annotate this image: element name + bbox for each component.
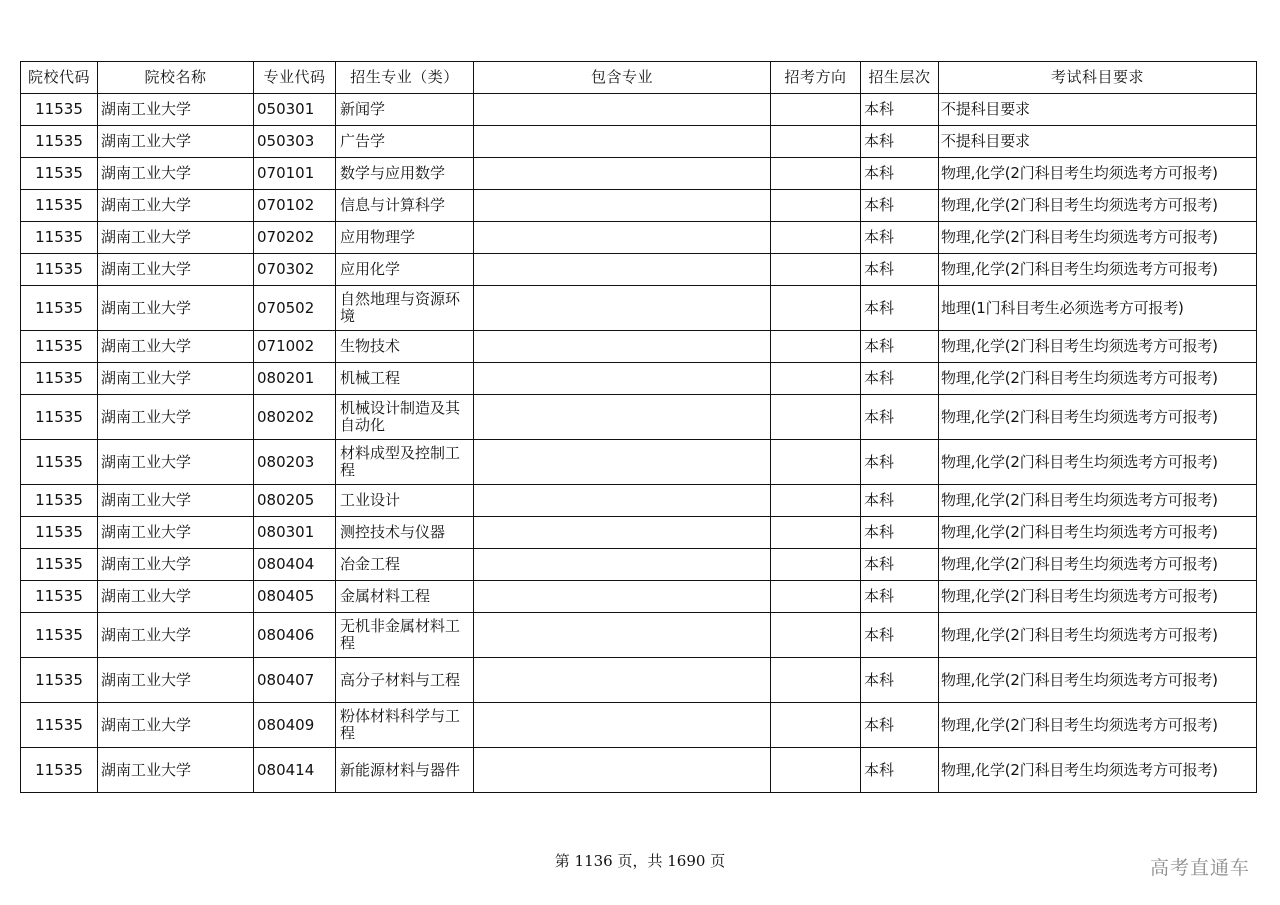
cell-direction <box>771 703 861 748</box>
table-row <box>21 485 1257 517</box>
cell-level: 本科 <box>861 254 939 286</box>
cell-level: 本科 <box>861 517 939 549</box>
cell-school-code: 11535 <box>21 286 98 331</box>
cell-major: 应用化学 <box>336 254 474 286</box>
cell-school-code: 11535 <box>21 395 98 440</box>
cell-school-code: 11535 <box>21 440 98 485</box>
cell-included-majors <box>474 222 771 254</box>
cell-major: 机械工程 <box>336 363 474 395</box>
cell-major: 高分子材料与工程 <box>336 658 474 703</box>
cell-major-code: 080301 <box>254 517 336 549</box>
cell-requirement: 物理,化学(2门科目考生均须选考方可报考) <box>939 485 1257 517</box>
cell-major-code: 080404 <box>254 549 336 581</box>
cell-included-majors <box>474 331 771 363</box>
cell-level: 本科 <box>861 190 939 222</box>
cell-major-code: 050303 <box>254 126 336 158</box>
cell-requirement: 物理,化学(2门科目考生均须选考方可报考) <box>939 331 1257 363</box>
cell-school-name: 湖南工业大学 <box>98 190 254 222</box>
cell-school-name: 湖南工业大学 <box>98 581 254 613</box>
cell-requirement: 物理,化学(2门科目考生均须选考方可报考) <box>939 517 1257 549</box>
cell-major-code: 080203 <box>254 440 336 485</box>
table-row <box>21 549 1257 581</box>
cell-direction <box>771 363 861 395</box>
cell-school-name: 湖南工业大学 <box>98 703 254 748</box>
cell-major-code: 080407 <box>254 658 336 703</box>
cell-school-code: 11535 <box>21 222 98 254</box>
cell-direction <box>771 748 861 793</box>
cell-major-code: 070202 <box>254 222 336 254</box>
cell-major-code: 080414 <box>254 748 336 793</box>
cell-school-code: 11535 <box>21 158 98 190</box>
cell-major: 工业设计 <box>336 485 474 517</box>
cell-school-name: 湖南工业大学 <box>98 222 254 254</box>
cell-major-code: 080201 <box>254 363 336 395</box>
cell-major: 新闻学 <box>336 94 474 126</box>
cell-level: 本科 <box>861 613 939 658</box>
table-row <box>21 581 1257 613</box>
table-row <box>21 703 1257 748</box>
cell-major: 自然地理与资源环境 <box>336 286 474 331</box>
cell-school-code: 11535 <box>21 94 98 126</box>
cell-direction <box>771 331 861 363</box>
cell-school-code: 11535 <box>21 485 98 517</box>
cell-included-majors <box>474 94 771 126</box>
table-row <box>21 190 1257 222</box>
cell-requirement: 物理,化学(2门科目考生均须选考方可报考) <box>939 748 1257 793</box>
cell-included-majors <box>474 549 771 581</box>
header-level: 招生层次 <box>861 62 939 94</box>
cell-included-majors <box>474 613 771 658</box>
cell-major-code: 080202 <box>254 395 336 440</box>
cell-direction <box>771 254 861 286</box>
cell-included-majors <box>474 703 771 748</box>
cell-level: 本科 <box>861 94 939 126</box>
cell-major: 测控技术与仪器 <box>336 517 474 549</box>
table-body <box>21 94 1257 793</box>
cell-direction <box>771 222 861 254</box>
cell-direction <box>771 517 861 549</box>
cell-major: 冶金工程 <box>336 549 474 581</box>
cell-included-majors <box>474 363 771 395</box>
header-major: 招生专业（类） <box>336 62 474 94</box>
cell-level: 本科 <box>861 395 939 440</box>
table-row <box>21 658 1257 703</box>
cell-major: 生物技术 <box>336 331 474 363</box>
cell-major: 粉体材料科学与工程 <box>336 703 474 748</box>
cell-school-name: 湖南工业大学 <box>98 748 254 793</box>
cell-school-name: 湖南工业大学 <box>98 440 254 485</box>
cell-direction <box>771 440 861 485</box>
cell-requirement: 物理,化学(2门科目考生均须选考方可报考) <box>939 440 1257 485</box>
table-row <box>21 440 1257 485</box>
cell-school-name: 湖南工业大学 <box>98 658 254 703</box>
cell-school-name: 湖南工业大学 <box>98 126 254 158</box>
table-row <box>21 517 1257 549</box>
table-row <box>21 395 1257 440</box>
cell-school-name: 湖南工业大学 <box>98 254 254 286</box>
cell-direction <box>771 658 861 703</box>
cell-major-code: 070302 <box>254 254 336 286</box>
cell-level: 本科 <box>861 440 939 485</box>
cell-requirement: 不提科目要求 <box>939 126 1257 158</box>
cell-included-majors <box>474 581 771 613</box>
header-requirement: 考试科目要求 <box>939 62 1257 94</box>
cell-major: 数学与应用数学 <box>336 158 474 190</box>
cell-school-code: 11535 <box>21 517 98 549</box>
cell-major: 金属材料工程 <box>336 581 474 613</box>
cell-included-majors <box>474 440 771 485</box>
cell-requirement: 物理,化学(2门科目考生均须选考方可报考) <box>939 222 1257 254</box>
cell-level: 本科 <box>861 485 939 517</box>
cell-direction <box>771 286 861 331</box>
cell-included-majors <box>474 517 771 549</box>
cell-requirement: 物理,化学(2门科目考生均须选考方可报考) <box>939 581 1257 613</box>
cell-direction <box>771 126 861 158</box>
cell-requirement: 地理(1门科目考生必须选考方可报考) <box>939 286 1257 331</box>
cell-major: 材料成型及控制工程 <box>336 440 474 485</box>
cell-major: 新能源材料与器件 <box>336 748 474 793</box>
cell-requirement: 物理,化学(2门科目考生均须选考方可报考) <box>939 549 1257 581</box>
cell-major-code: 050301 <box>254 94 336 126</box>
watermark: 高考直通车 <box>1149 857 1250 879</box>
table-row <box>21 331 1257 363</box>
cell-included-majors <box>474 158 771 190</box>
header-direction: 招考方向 <box>771 62 861 94</box>
cell-school-code: 11535 <box>21 658 98 703</box>
cell-direction <box>771 581 861 613</box>
cell-included-majors <box>474 286 771 331</box>
cell-included-majors <box>474 748 771 793</box>
cell-requirement: 物理,化学(2门科目考生均须选考方可报考) <box>939 254 1257 286</box>
header-school-name: 院校名称 <box>98 62 254 94</box>
cell-requirement: 物理,化学(2门科目考生均须选考方可报考) <box>939 190 1257 222</box>
cell-requirement: 不提科目要求 <box>939 94 1257 126</box>
cell-school-code: 11535 <box>21 549 98 581</box>
cell-requirement: 物理,化学(2门科目考生均须选考方可报考) <box>939 363 1257 395</box>
cell-level: 本科 <box>861 331 939 363</box>
table-row <box>21 126 1257 158</box>
cell-major-code: 070102 <box>254 190 336 222</box>
cell-direction <box>771 94 861 126</box>
cell-school-name: 湖南工业大学 <box>98 331 254 363</box>
cell-direction <box>771 549 861 581</box>
table-row <box>21 363 1257 395</box>
cell-major: 应用物理学 <box>336 222 474 254</box>
header-major-code: 专业代码 <box>254 62 336 94</box>
cell-major-code: 070502 <box>254 286 336 331</box>
cell-level: 本科 <box>861 748 939 793</box>
header-included-majors: 包含专业 <box>474 62 771 94</box>
table-row <box>21 254 1257 286</box>
table-row <box>21 286 1257 331</box>
cell-level: 本科 <box>861 126 939 158</box>
cell-included-majors <box>474 395 771 440</box>
cell-level: 本科 <box>861 363 939 395</box>
cell-major: 无机非金属材料工程 <box>336 613 474 658</box>
cell-school-code: 11535 <box>21 703 98 748</box>
page-number: 第 1136 页，共 1690 页 <box>554 852 726 870</box>
cell-major: 机械设计制造及其自动化 <box>336 395 474 440</box>
cell-level: 本科 <box>861 158 939 190</box>
cell-school-name: 湖南工业大学 <box>98 286 254 331</box>
cell-school-code: 11535 <box>21 254 98 286</box>
table-row <box>21 94 1257 126</box>
cell-direction <box>771 158 861 190</box>
cell-level: 本科 <box>861 703 939 748</box>
admission-table <box>20 61 1257 793</box>
cell-included-majors <box>474 126 771 158</box>
cell-level: 本科 <box>861 222 939 254</box>
cell-school-code: 11535 <box>21 331 98 363</box>
cell-included-majors <box>474 254 771 286</box>
cell-major-code: 071002 <box>254 331 336 363</box>
cell-school-name: 湖南工业大学 <box>98 613 254 658</box>
cell-school-code: 11535 <box>21 748 98 793</box>
table-row <box>21 158 1257 190</box>
cell-major-code: 080406 <box>254 613 336 658</box>
cell-included-majors <box>474 190 771 222</box>
cell-level: 本科 <box>861 549 939 581</box>
cell-included-majors <box>474 658 771 703</box>
cell-major-code: 080409 <box>254 703 336 748</box>
cell-school-code: 11535 <box>21 190 98 222</box>
cell-requirement: 物理,化学(2门科目考生均须选考方可报考) <box>939 395 1257 440</box>
cell-school-name: 湖南工业大学 <box>98 485 254 517</box>
table-row <box>21 222 1257 254</box>
table-row <box>21 613 1257 658</box>
table-header-row <box>21 62 1257 94</box>
cell-direction <box>771 485 861 517</box>
cell-school-name: 湖南工业大学 <box>98 395 254 440</box>
cell-direction <box>771 395 861 440</box>
cell-major-code: 080405 <box>254 581 336 613</box>
cell-level: 本科 <box>861 658 939 703</box>
cell-requirement: 物理,化学(2门科目考生均须选考方可报考) <box>939 158 1257 190</box>
cell-requirement: 物理,化学(2门科目考生均须选考方可报考) <box>939 613 1257 658</box>
cell-school-name: 湖南工业大学 <box>98 363 254 395</box>
cell-level: 本科 <box>861 286 939 331</box>
cell-requirement: 物理,化学(2门科目考生均须选考方可报考) <box>939 703 1257 748</box>
cell-included-majors <box>474 485 771 517</box>
cell-school-code: 11535 <box>21 613 98 658</box>
cell-school-name: 湖南工业大学 <box>98 94 254 126</box>
cell-school-code: 11535 <box>21 581 98 613</box>
cell-school-name: 湖南工业大学 <box>98 517 254 549</box>
cell-school-name: 湖南工业大学 <box>98 549 254 581</box>
cell-requirement: 物理,化学(2门科目考生均须选考方可报考) <box>939 658 1257 703</box>
cell-direction <box>771 613 861 658</box>
cell-school-code: 11535 <box>21 363 98 395</box>
cell-major-code: 080205 <box>254 485 336 517</box>
cell-level: 本科 <box>861 581 939 613</box>
cell-major: 信息与计算科学 <box>336 190 474 222</box>
cell-major: 广告学 <box>336 126 474 158</box>
cell-direction <box>771 190 861 222</box>
header-school-code: 院校代码 <box>21 62 98 94</box>
cell-major-code: 070101 <box>254 158 336 190</box>
table-row <box>21 748 1257 793</box>
cell-school-code: 11535 <box>21 126 98 158</box>
cell-school-name: 湖南工业大学 <box>98 158 254 190</box>
